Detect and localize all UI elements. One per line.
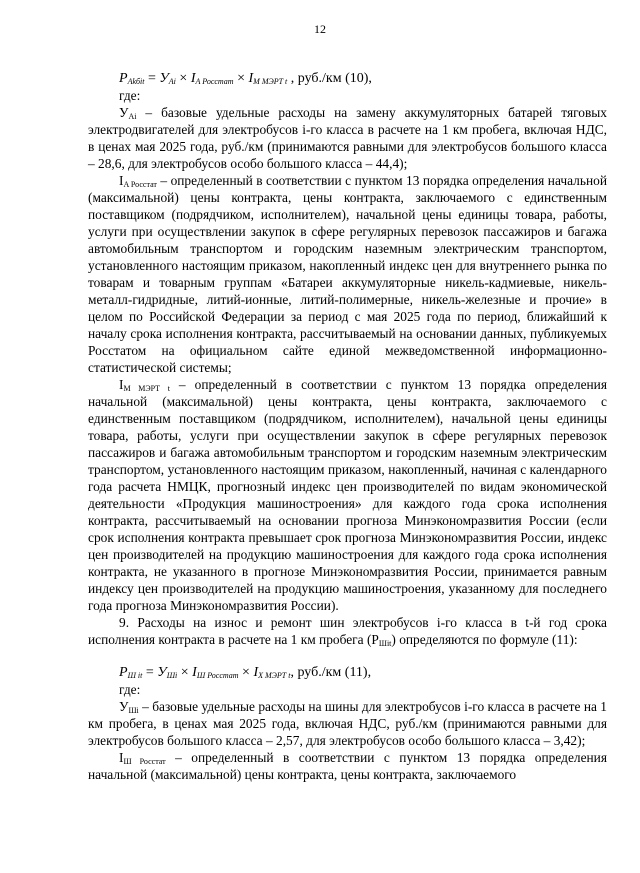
definition-u-sh: $У_{Шi}$ – базовые удельные расходы на шины для электробусов i-го класса в расчете на 1 км пробега, в ценах мая 2025 года, включая НДС, руб./км (принимаются равными для электробусов большого класса – 2,57, для электробусов особо большого класса – 3,42); [88,699,607,748]
formula-10-term-2: $I_{A Росстат}$ [190,71,234,86]
formula-11-term-1: $У_{Шi}$ [157,665,178,680]
formula-10: $P_{Akбit} = У_{Ai} \times I_{A Росстат} \times I_{M МЭРТ t}$ , руб./км (10), [119,71,372,86]
document-body [88,70,607,783]
spacer [88,648,607,664]
page-number: 12 [314,22,326,36]
formula-11-lhs: $P_{Ш it}$ [119,665,143,680]
definition-i-sh-rosstat: $I_{Ш Росстат}$ – определенный в соответствии с пунктом 13 порядка определения начальной (максимальной) цены контракта, цены контракта, заключаемого [88,750,608,782]
formula-10-term-1: $У_{Ai}$ [159,71,176,86]
definition-u-ai: $У_{Ai}$ – базовые удельные расходы на замену аккумуляторных батарей тяговых электродвигателей для электробусов i-го класса в расчете на 1 км пробега, включая НДС, в ценах мая 2025 года, руб./км (принимаются равными для электробусов большого класса – 28,6, для электробусов особо большого класса – 44,4); [88,105,607,171]
paragraph-9: 9. Расходы на износ и ремонт шин электробусов i-го класса в t-й год срока исполнения контракта в расчете на 1 км пробега $(Р_{Шit})$ определяются по формуле (11): [88,615,607,648]
formula-11-term-2: $I_{Ш Росстат}$ [192,665,239,680]
formula-10-term-3: $I_{M МЭРТ t}$ [248,71,288,86]
where-label: где: [119,88,141,103]
definition-i-a-rosstat: $I_{A Росстат}$ – определенный в соответствии с пунктом 13 порядка определения начальной (максимальной) цены контракта, цены контракта, заключаемого с единственным поставщиком (подрядчиком, исполнителем), начальной цены единицы товара, работы, услуги при осуществлении закупок в сфере регулярных перевозок пассажиров и багажа автомобильным транспортом и городским наземным электрическим транспортом, установленного настоящим приказом, накопленный индекс цен для внутреннего рынка по товарам и товарным группам «Батареи аккумуляторные никель-кадмиевые, никель-металл-гидридные, литий-ионные, литий-полимерные, никель-железные и прочие» в целом по Российской Федерации за период с мая 2025 года по период, ближайший к началу срока исполнения контракта, рассчитываемый на основании данных, публикуемых Росстатом на официальном сайте единой межведомственной информационно-статистической системы; [88,173,607,375]
formula-11: $P_{Ш it} = У_{Шi} \times I_{Ш Росстат} \times I_{X МЭРТ t}$, руб./км (11), [119,665,372,680]
where-label-2: где: [119,682,141,697]
definition-i-m-mert: $I_{M МЭРТ t}$ – определенный в соответствии с пунктом 13 порядка определения начальной (максимальной) цены контракта, цены контракта, заключаемого с единственным поставщиком (подрядчиком, исполнителем), начальной цены единицы товара, работы, услуги при осуществлении закупок в сфере регулярных перевозок пассажиров и багажа автомобильным транспортом и городским наземным электрическим транспортом, установленного настоящим приказом, накопленный, начиная с календарного года расчета НМЦК, прогнозный индекс цен производителей по видам экономической деятельности «Продукция машиностроения» для каждого года срока исполнения контракта, рассчитываемый на основании прогноза Минэкономразвития России (если срок исполнения контракта превышает срок прогноза Минэкономразвития России, индекс цен производителей на продукцию машиностроения для каждого года срока исполнения контракта, не указанного в прогнозе Минэкономразвития России, принимается равным индексу цен производителей на продукцию машиностроения, указанному для последнего года прогноза Минэкономразвития России). [88,377,608,613]
formula-11-term-3: $I_{X МЭРТ t}$ [253,665,291,680]
formula-10-lhs: $P_{Akбit}$ [119,71,145,86]
